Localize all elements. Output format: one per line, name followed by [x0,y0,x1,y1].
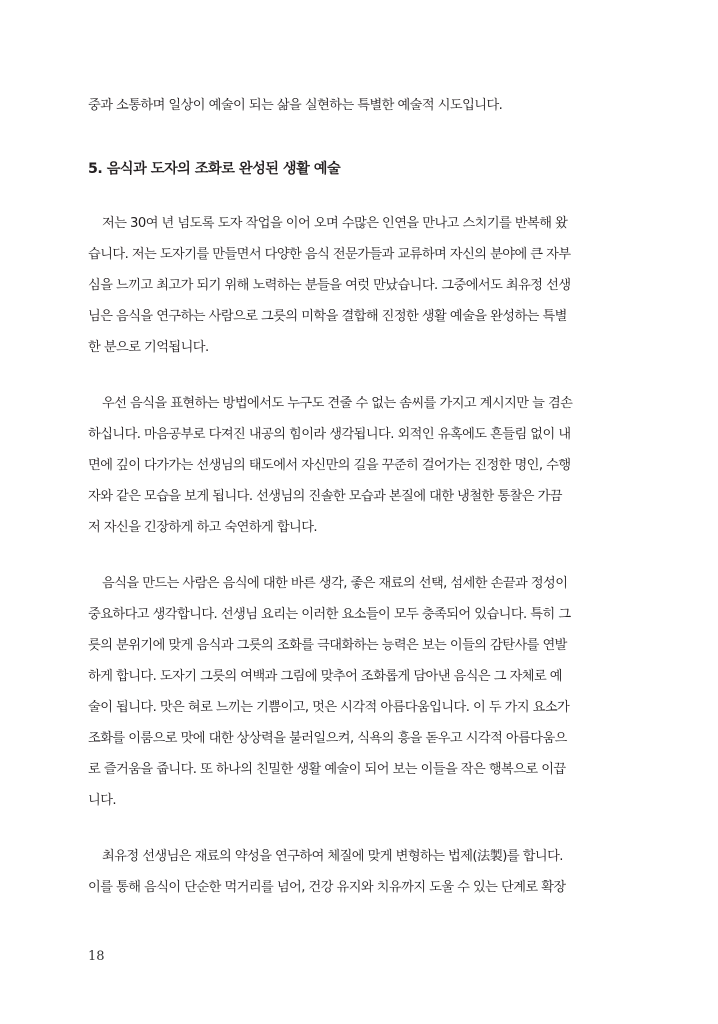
paragraph-line: 조화를 이룸으로 맛에 대한 상상력을 불러일으켜, 식욕의 흥을 돋우고 시각적 아름다움으 [88,731,567,746]
intro-line: 중과 소통하며 일상이 예술이 되는 삶을 실현하는 특별한 예술적 시도입니다. [88,98,503,113]
paragraph-line: 우선 음식을 표현하는 방법에서도 누구도 견줄 수 없는 솜씨를 가지고 계시지만 늘 겸손 [102,396,573,411]
paragraph-line: 음식을 만드는 사람은 음식에 대한 바른 생각, 좋은 재료의 선택, 섬세한 손끝과 정성이 [102,576,568,591]
paragraph-line: 습니다. 저는 도자기를 만들면서 다양한 음식 전문가들과 교류하며 자신의 분야에 큰 자부 [88,247,571,262]
paragraph-line: 이를 통해 음식이 단순한 먹거리를 넘어, 건강 유지와 치유까지 도울 수 있는 단계로 확장 [88,880,566,895]
page-number: 18 [88,949,105,964]
paragraph-line: 저는 30여 년 넘도록 도자 작업을 이어 오며 수많은 인연을 만나고 스치기를 반복해 왔 [102,216,568,231]
paragraph-line: 하십니다. 마음공부로 다져진 내공의 힘이라 생각됩니다. 외적인 유혹에도 흔들림 없이 내 [88,427,571,442]
paragraph-line: 면에 깊이 다가가는 선생님의 태도에서 자신만의 길을 꾸준히 걸어가는 진정한 명인, 수행 [88,458,571,473]
paragraph-line: 중요하다고 생각합니다. 선생님 요리는 이러한 요소들이 모두 충족되어 있습니다. 특히 그 [88,607,571,622]
paragraph-line: 니다. [88,793,117,808]
section-heading: 5. 음식과 도자의 조화로 완성된 생활 예술 [88,161,341,177]
paragraph-line: 릇의 분위기에 맞게 음식과 그릇의 조화를 극대화하는 능력은 보는 이들의 감탄사를 연발 [88,638,567,653]
paragraph-line: 님은 음식을 연구하는 사람으로 그릇의 미학을 결합해 진정한 생활 예술을 완성하는 특별 [88,309,567,324]
paragraph-line: 자와 같은 모습을 보게 됩니다. 선생님의 진솔한 모습과 본질에 대한 냉철한 통찰은 가끔 [88,489,562,504]
paragraph-line: 저 자신을 긴장하게 하고 숙연하게 합니다. [88,520,318,535]
paragraph-line: 최유정 선생님은 재료의 약성을 연구하여 체질에 맞게 변형하는 법제(法製)를 합니다. [102,849,563,864]
paragraph-line: 한 분으로 기억됩니다. [88,340,209,355]
paragraph-line: 심을 느끼고 최고가 되기 위해 노력하는 분들을 여럿 만났습니다. 그중에서도 최유정 선생 [88,278,571,293]
paragraph-line: 술이 됩니다. 맛은 혀로 느끼는 기쁨이고, 멋은 시각적 아름다움입니다. 이 두 가지 요소가 [88,700,570,715]
paragraph-line: 하게 합니다. 도자기 그릇의 여백과 그림에 맞추어 조화롭게 담아낸 음식은 그 자체로 예 [88,669,562,684]
paragraph-line: 로 즐거움을 줍니다. 또 하나의 친밀한 생활 예술이 되어 보는 이들을 작은 행복으로 이끕 [88,762,566,777]
